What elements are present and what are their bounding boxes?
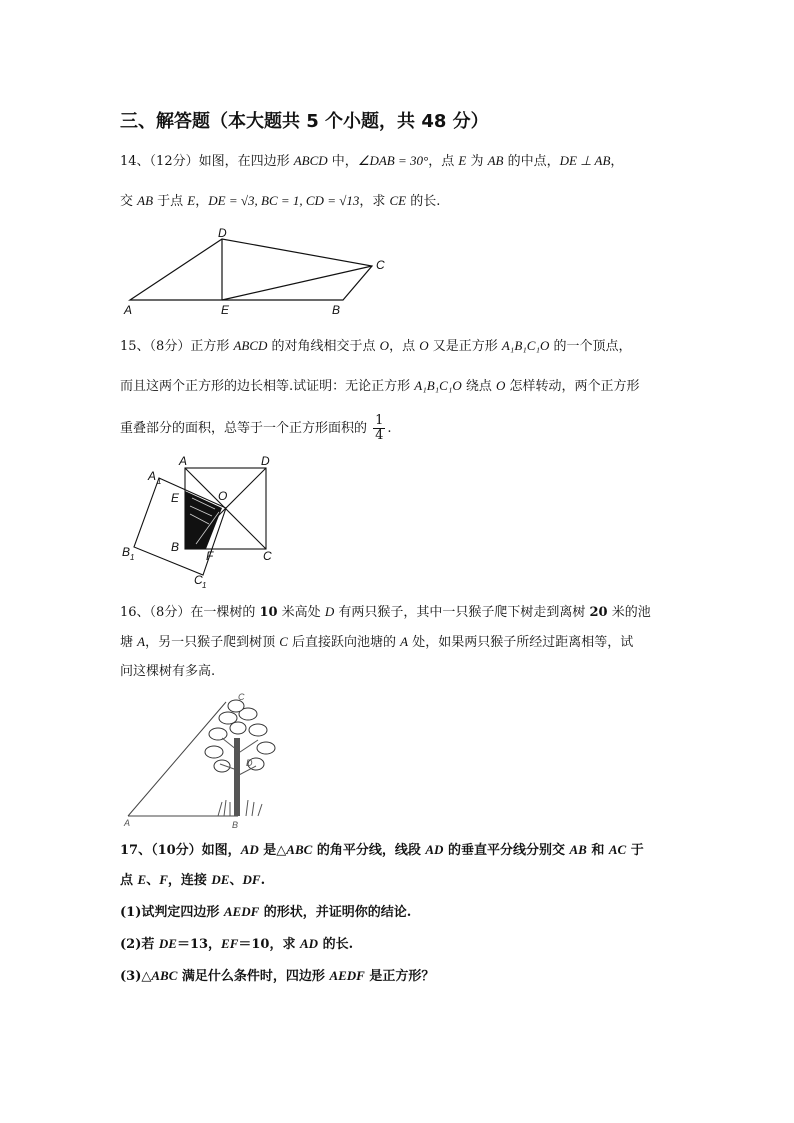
- q15-line-2: 而且这两个正方形的边长相等.试证明：无论正方形 A₁B₁C₁O 绕点 O 怎样转动，两个正方形: [120, 378, 640, 394]
- q15-figure: [116, 452, 286, 592]
- q17-line-1: 17、（10分）如图，AD 是△ABC 的角平分线，线段 AD 的垂直平分线分别交 AB 和 AC 于: [120, 842, 644, 858]
- q16-label-a: A: [124, 818, 131, 828]
- q15-label-f: F: [206, 549, 214, 563]
- q16-label-d: D: [246, 758, 253, 768]
- q15-line-1: 15、（8分）正方形 ABCD 的对角线相交于点 O，点 O 又是正方形 A₁B₁C₁O 的一个顶点，: [120, 338, 632, 354]
- q15-label-c1: C: [194, 573, 203, 587]
- q15-label-b: B: [171, 540, 180, 554]
- q15-label-b1-sub: 1: [130, 553, 135, 562]
- q16-label-c: C: [238, 692, 245, 702]
- q15-label-o: O: [218, 489, 228, 503]
- q15-label-a: A: [179, 454, 188, 468]
- q15-label-a1-sub: 1: [157, 477, 162, 486]
- q16-figure: [118, 690, 278, 832]
- q17-line-2: 点 E、F，连接 DE、DF.: [120, 872, 266, 888]
- q16-line-1: 16、（8分）在一棵树的 10 米高处 D 有两只猴子，其中一只猴子爬下树走到离树 20 米的池: [120, 604, 651, 620]
- q17-part-2: (2)若 DE＝13，EF＝10，求 AD 的长.: [120, 936, 354, 952]
- q15-label-e: E: [171, 491, 180, 505]
- q14-line-1: 14、（12分）如图，在四边形 ABCD 中，∠DAB = 30°，点 E 为 AB 的中点，DE ⊥ AB，: [120, 153, 624, 169]
- q16-line-3: 问这棵树有多高.: [120, 664, 216, 679]
- q14-label-d: D: [218, 226, 227, 240]
- q15-label-c1-sub: 1: [202, 581, 207, 590]
- q14-label-e: E: [221, 303, 230, 317]
- q15-line-3: 重叠部分的面积，总等于一个正方形面积的 $\frac{1}{4}$ .: [120, 413, 392, 443]
- q14-line-2: 交 AB 于点 E，DE = √3, BC = 1, CD = √13，求 CE 的长.: [120, 193, 441, 209]
- q15-label-c: C: [263, 549, 272, 563]
- q15-label-d: D: [261, 454, 270, 468]
- q15-label-a1: A: [148, 469, 157, 483]
- q15-label-b1: B: [122, 545, 131, 559]
- q16-line-2: 塘 A，另一只猴子爬到树顶 C 后直接跃向池塘的 A 处，如果两只猴子所经过距离相等，试: [120, 634, 634, 650]
- q15-fraction: $\frac{1}{4}$: [375, 413, 384, 443]
- section-title: 三、解答题（本大题共 5 个小题，共 48 分）: [120, 111, 489, 132]
- q14-label-b: B: [332, 303, 341, 317]
- q14-label-a: A: [124, 303, 133, 317]
- q17-part-3: (3)△ABC 满足什么条件时，四边形 AEDF 是正方形？: [120, 968, 435, 984]
- q14-label-c: C: [376, 258, 385, 272]
- q14-figure: [118, 226, 398, 320]
- q16-label-b: B: [232, 820, 239, 830]
- q17-part-1: (1)试判定四边形 AEDF 的形状，并证明你的结论.: [120, 904, 412, 920]
